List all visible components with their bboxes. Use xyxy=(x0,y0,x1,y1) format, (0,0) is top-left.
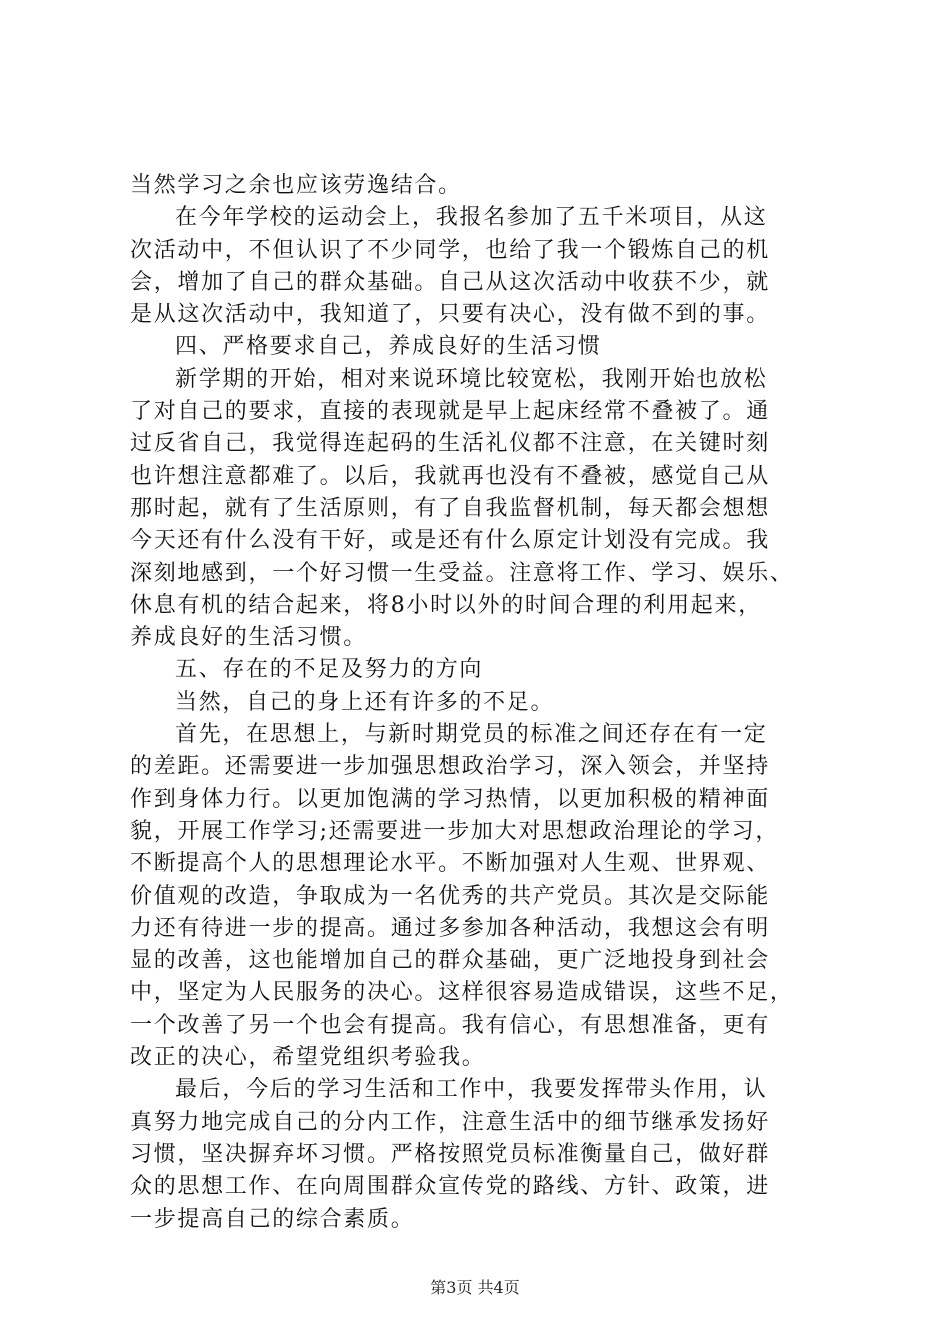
section-heading: 五、存在的不足及努力的方向 xyxy=(175,657,484,683)
text-line: 了对自己的要求，直接的表现就是早上起床经常不叠被了。通 xyxy=(130,399,770,425)
document-body xyxy=(130,170,850,1236)
text-line: 众的思想工作、在向周围群众宣传党的路线、方针、政策，进 xyxy=(130,1174,770,1200)
text-line: 一个改善了另一个也会有提高。我有信心，有思想准备，更有 xyxy=(130,1012,770,1038)
text-line: 休息有机的结合起来，将8小时以外的时间合理的利用起来， xyxy=(130,592,762,618)
paragraph-first-line: 在今年学校的运动会上，我报名参加了五千米项目，从这 xyxy=(175,205,768,231)
text-line: 中，坚定为人民服务的决心。这样很容易造成错误，这些不足， xyxy=(130,980,794,1006)
text-line: 显的改善，这也能增加自己的群众基础，更广泛地投身到社会 xyxy=(130,948,770,974)
page-number-footer: 第3页 共4页 xyxy=(430,1278,520,1297)
text-line: 的差距。还需要进一步加强思想政治学习，深入领会，并坚持 xyxy=(130,754,770,780)
paragraph-first-line: 最后，今后的学习生活和工作中，我要发挥带头作用，认 xyxy=(175,1077,768,1103)
text-line: 次活动中，不但认识了不少同学，也给了我一个锻炼自己的机 xyxy=(130,237,770,263)
text-line: 今天还有什么没有干好，或是还有什么原定计划没有完成。我 xyxy=(130,528,770,554)
text-line: 真努力地完成自己的分内工作，注意生活中的细节继承发扬好 xyxy=(130,1109,770,1135)
text-line: 养成良好的生活习惯。 xyxy=(130,625,368,651)
section-heading: 四、严格要求自己，养成良好的生活习惯 xyxy=(175,334,602,360)
text-line: 价值观的改造，争取成为一名优秀的共产党员。其次是交际能 xyxy=(130,883,770,909)
text-line: 习惯，坚决摒弃坏习惯。严格按照党员标准衡量自己，做好群 xyxy=(130,1141,770,1167)
paragraph-first-line: 首先，在思想上，与新时期党员的标准之间还存在有一定 xyxy=(175,722,768,748)
text-line: 一步提高自己的综合素质。 xyxy=(130,1206,415,1232)
text-line: 貌，开展工作学习;还需要进一步加大对思想政治理论的学习， xyxy=(130,818,780,844)
text-line: 会，增加了自己的群众基础。自己从这次活动中收获不少，就 xyxy=(130,269,770,295)
text-line: 改正的决心，希望党组织考验我。 xyxy=(130,1045,486,1071)
text-line: 当然学习之余也应该劳逸结合。 xyxy=(130,173,462,198)
text-line: 也许想注意都难了。以后，我就再也没有不叠被，感觉自己从 xyxy=(130,463,770,489)
text-line: 力还有待进一步的提高。通过多参加各种活动，我想这会有明 xyxy=(130,915,770,941)
text-line: 不断提高个人的思想理论水平。不断加强对人生观、世界观、 xyxy=(130,851,770,877)
text-line: 过反省自己，我觉得连起码的生活礼仪都不注意，在关键时刻 xyxy=(130,431,770,457)
text-line: 那时起，就有了生活原则，有了自我监督机制，每天都会想想 xyxy=(130,495,770,521)
paragraph-first-line: 当然，自己的身上还有许多的不足。 xyxy=(175,689,555,715)
paragraph-first-line: 新学期的开始，相对来说环境比较宽松，我刚开始也放松 xyxy=(175,366,768,392)
text-line: 是从这次活动中，我知道了，只要有决心，没有做不到的事。 xyxy=(130,302,770,328)
text-line: 深刻地感到，一个好习惯一生受益。注意将工作、学习、娱乐、 xyxy=(130,560,794,586)
text-line: 作到身体力行。以更加饱满的学习热情，以更加积极的精神面 xyxy=(130,786,770,812)
